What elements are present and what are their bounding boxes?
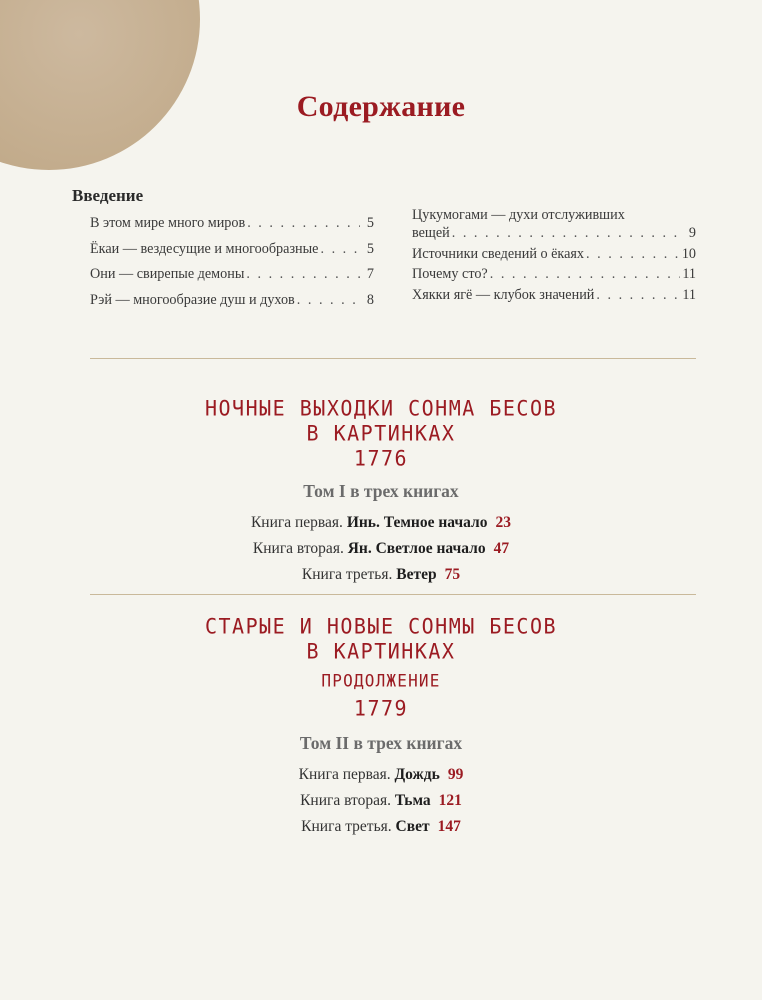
toc-entry-text: Они — свирепые демоны [90, 266, 245, 282]
toc-entry[interactable] [90, 265, 374, 283]
leader-dots [320, 240, 360, 258]
toc-entry-text: вещей [412, 225, 450, 241]
toc-entry-text: В этом мире много миров [90, 215, 246, 231]
toc-entry[interactable] [90, 291, 374, 309]
leader-dots [490, 265, 681, 283]
section1-year: 1776 [353, 445, 409, 471]
toc-entry[interactable] [412, 206, 696, 242]
section2-subtitle: ПРОДОЛЖЕНИЕ [321, 670, 441, 691]
book-prefix: Книга вторая. [300, 792, 392, 809]
introduction-left-column [90, 214, 374, 316]
leader-dots [586, 245, 680, 263]
leader-dots [452, 224, 682, 242]
toc-entry[interactable] [412, 286, 696, 304]
toc-entry-text-line1: Цукумогами — духи отслуживших [412, 207, 625, 223]
toc-entry-page: 11 [682, 266, 696, 282]
leader-dots [246, 265, 360, 283]
section2-year: 1779 [353, 695, 409, 721]
toc-entry[interactable] [412, 265, 696, 283]
toc-entry-page: 10 [681, 245, 696, 262]
toc-entry[interactable] [412, 245, 696, 263]
section2-book-2[interactable] [0, 792, 762, 810]
section2-volume-heading: Том II в трех книгах [299, 733, 463, 753]
toc-entry[interactable] [90, 240, 374, 258]
book-page: 47 [493, 540, 510, 557]
book-page: 121 [438, 792, 462, 809]
book-name: Тьма [394, 792, 431, 809]
section1-title-line1: НОЧНЫЕ ВЫХОДКИ СОНМА БЕСОВ [204, 395, 558, 421]
page-title: Содержание [296, 90, 466, 123]
book-page: 99 [447, 766, 464, 783]
book-page: 75 [444, 566, 461, 583]
toc-entry-page: 11 [682, 286, 696, 303]
introduction-right-column [412, 206, 696, 306]
toc-entry-page: 5 [366, 240, 374, 257]
section1-book-2[interactable] [0, 540, 762, 558]
toc-entry-text: Ёкаи — вездесущие и многообразные [90, 240, 319, 257]
book-prefix: Книга первая. [298, 766, 391, 783]
section2-title-line2: В КАРТИНКАХ [306, 638, 456, 664]
book-name: Инь. Темное начало [346, 514, 488, 531]
book-name: Ветер [396, 566, 437, 583]
toc-entry-page: 7 [366, 266, 374, 282]
leader-dots [596, 286, 680, 304]
section1-title-line2: В КАРТИНКАХ [306, 420, 456, 446]
section2-title-line1: СТАРЫЕ И НОВЫЕ СОНМЫ БЕСОВ [204, 613, 558, 639]
toc-entry[interactable] [90, 214, 374, 232]
section2-book-3[interactable] [0, 818, 762, 836]
toc-entry-text: Хякки ягё — клубок значений [412, 286, 595, 303]
book-prefix: Книга первая. [250, 514, 343, 531]
toc-entry-page: 5 [366, 215, 374, 231]
toc-entry-page: 8 [366, 291, 374, 308]
moon-circle-decoration [0, 0, 200, 170]
book-name: Дождь [394, 766, 440, 783]
toc-entry-page: 9 [688, 225, 696, 241]
book-name: Ян. Светлое начало [347, 540, 486, 557]
book-name: Свет [395, 818, 430, 835]
book-prefix: Книга вторая. [252, 540, 344, 557]
leader-dots [247, 214, 360, 232]
section-divider [90, 358, 696, 359]
book-page: 23 [495, 514, 512, 531]
leader-dots [297, 291, 360, 309]
introduction-heading: Введение [72, 186, 144, 205]
book-prefix: Книга третья. [301, 818, 392, 835]
toc-entry-text: Рэй — многообразие душ и духов [90, 291, 295, 308]
toc-entry-text: Почему сто? [412, 266, 488, 282]
section-divider [90, 594, 696, 595]
toc-entry-text: Источники сведений о ёкаях [412, 245, 585, 262]
section1-volume-heading: Том I в трех книгах [303, 481, 459, 501]
section1-book-3[interactable] [0, 566, 762, 584]
book-prefix: Книга третья. [301, 566, 393, 583]
section2-book-1[interactable] [0, 766, 762, 784]
section1-book-1[interactable] [0, 514, 762, 532]
book-page: 147 [437, 818, 461, 835]
